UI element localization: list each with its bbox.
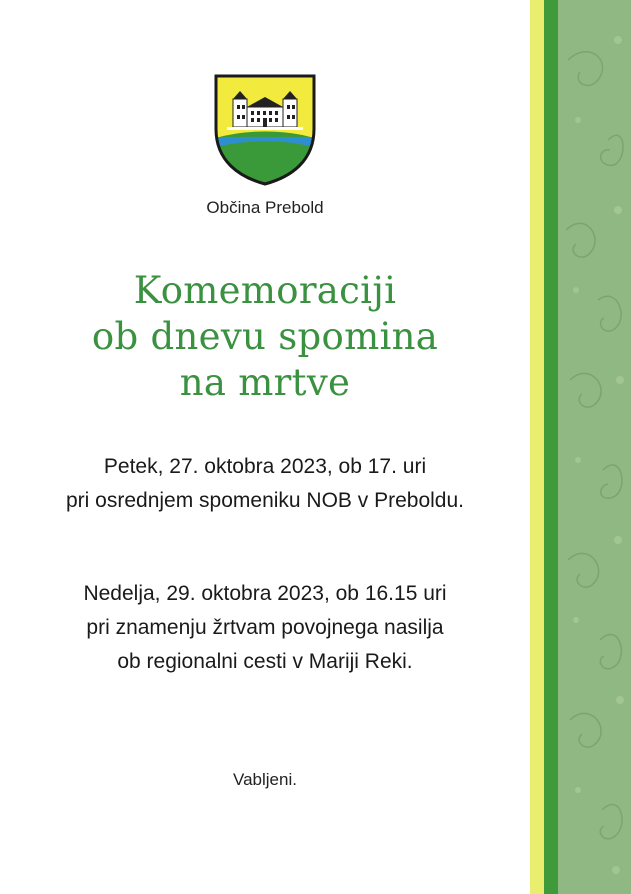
- decorative-side-panel: [558, 0, 631, 894]
- title-line: ob dnevu spomina: [91, 315, 439, 358]
- event-line: pri znamenju žrtvam povojnega nasilja: [86, 616, 444, 639]
- event-line: Petek, 27. oktobra 2023, ob 17. uri: [103, 455, 427, 478]
- decorative-stripe-yellow: [530, 0, 544, 894]
- coat-of-arms-castle-icon: [213, 73, 317, 187]
- event-line: pri osrednjem spomeniku NOB v Preboldu.: [65, 489, 464, 512]
- title-line: na mrtve: [179, 361, 351, 404]
- decorative-stripe-green: [544, 0, 558, 894]
- invitation-text: Vabljeni.: [233, 770, 297, 789]
- title-line: Komemoraciji: [133, 269, 397, 312]
- event-line: Nedelja, 29. oktobra 2023, ob 16.15 uri: [83, 582, 447, 605]
- event-block: [0, 450, 530, 518]
- event-block: [0, 577, 530, 679]
- page-title: [0, 268, 530, 406]
- swirl-ornament-icon: [558, 0, 631, 894]
- organization-name: Občina Prebold: [206, 198, 324, 217]
- event-line: ob regionalni cesti v Mariji Reki.: [117, 650, 413, 673]
